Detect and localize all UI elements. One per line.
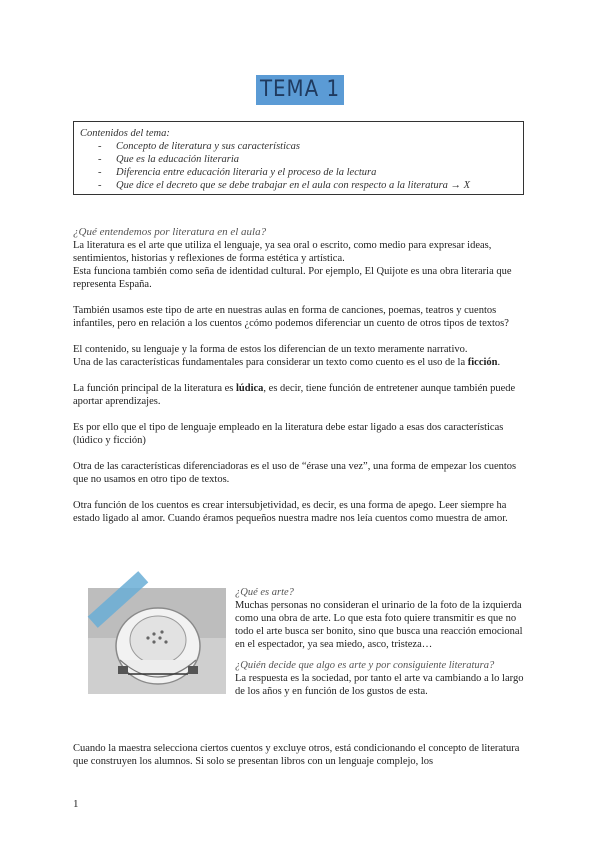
paragraph: Es por ello que el tipo de lenguaje empleado en la literatura debe estar ligado a esas dos características (lúdico y ficción) <box>73 422 504 446</box>
page-number: 1 <box>73 798 79 810</box>
contents-item: - Concepto de literatura y sus características <box>98 140 517 153</box>
paragraph: La literatura es el arte que utiliza el lenguaje, ya sea oral o escrito, como medio para expresar ideas, sentimientos, historias y reflexiones de forma estética y artística. <box>73 240 492 264</box>
art-section <box>235 586 531 706</box>
contents-box <box>73 121 524 195</box>
body-text <box>73 239 533 538</box>
paragraph <box>73 382 533 408</box>
text-fragment: Una de las características fundamentales para considerar un texto como cuento es el uso de la <box>73 357 468 368</box>
contents-item: - Que es la educación literaria <box>98 153 517 166</box>
paragraph: También usamos este tipo de arte en nuestras aulas en forma de canciones, poemas, teatros y cuentos infantiles, pero en relación a los cuentos ¿cómo podemos diferenciar un cuento de otros tipos de textos? <box>73 305 509 329</box>
paragraph <box>73 356 533 369</box>
bold-term: lúdica <box>235 383 264 394</box>
art-question: ¿Qué es arte? <box>235 587 294 598</box>
text-fragment: , es decir, tiene función de entretener aunque también puede aportar aprendizajes. <box>73 383 516 407</box>
section-question: ¿Qué entendemos por literatura en el aula? <box>73 226 267 238</box>
paragraph: Esta funciona también como seña de identidad cultural. Por ejemplo, El Quijote es una obra literaria que representa España. <box>73 266 512 290</box>
paragraph: Otra de las características diferenciadoras es el uso de “érase una vez”, una forma de empezar los cuentos que no usamos en otro tipo de textos. <box>73 461 517 485</box>
text-fragment: . <box>497 357 501 368</box>
bold-term: ficción <box>467 357 498 368</box>
contents-list <box>80 140 517 192</box>
paragraph: Muchas personas no consideran el urinario de la foto de la izquierda como una obra de arte. Lo que esta foto quiere transmitir es que no todo el arte busca ser bonito, sino que busca una reacción emocional en el espectador, ya sea miedo, asco, tristeza… <box>235 600 523 650</box>
page-title: TEMA 1 <box>256 75 344 105</box>
paragraph: El contenido, su lenguaje y la forma de estos los diferencian de un texto meramente narrativo. <box>73 344 468 355</box>
paragraph: La respuesta es la sociedad, por tanto el arte va cambiando a lo largo de los años y en función de los gustos de esta. <box>235 673 524 697</box>
art-question: ¿Quién decide que algo es arte y por consiguiente literatura? <box>235 660 495 671</box>
contents-item: - Diferencia entre educación literaria y el proceso de la lectura <box>98 166 517 179</box>
contents-item: - Que dice el decreto que se debe trabajar en el aula con respecto a la literatura → X <box>98 179 517 192</box>
text-fragment: La función principal de la literatura es <box>73 383 236 394</box>
paragraph: Cuando la maestra selecciona ciertos cuentos y excluye otros, está condicionando el concepto de literatura que construyen los alumnos. Si solo se presentan libros con un lenguaje complejo, los <box>73 743 520 767</box>
paragraph: Otra función de los cuentos es crear intersubjetividad, es decir, es una forma de apego. Leer siempre ha estado ligado al amor. Cuando éramos pequeños nuestra madre nos leía cuentos como muestra de amor. <box>73 500 508 524</box>
contents-heading: Contenidos del tema: <box>80 128 170 139</box>
title-wrap <box>0 75 600 105</box>
